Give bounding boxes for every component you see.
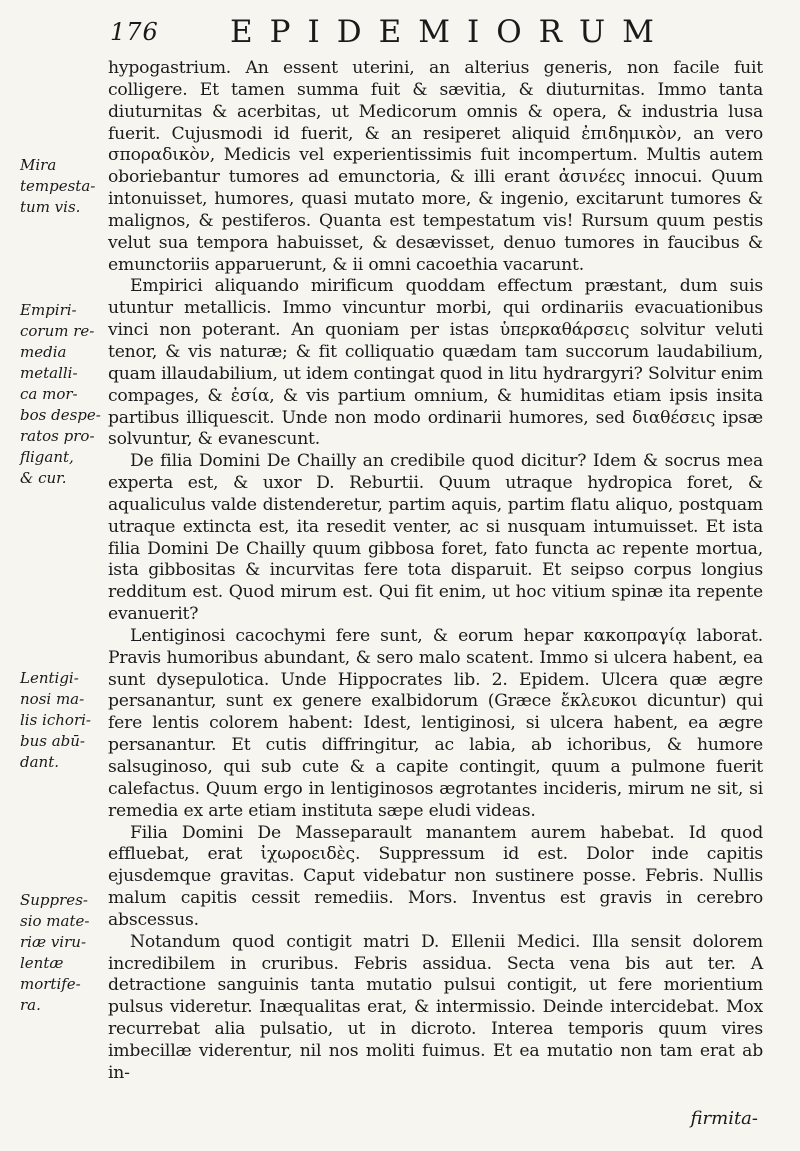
margin-note-suppressio: Suppres- sio mate- riæ viru- lentæ mortife- ra. (20, 891, 90, 1014)
paragraph: hypogastrium. An essent uterini, an alterius generis, non facile fuit colligere. Et tamen summa fuit & sævitia, & diuturnitas. Immo tanta diuturnitas & acerbitas, ut Medicorum omnis & opera, & industria lusa fuerit. Cujusmodi id fuerit, & an resiperet aliquid ἐπιδημικὸν, an vero σποραδικὸν, Medicis vel experientissimis fuit incompertum. Multis autem oboriebantur tumores ad emunctoria, & illi erant ἀσινέες innocui. Quum intonuisset, humores, quasi mutato more, & ingenio, excitarunt tumores & malignos, & pestiferos. Quanta est tempestatum vis! Rursum quum pestis velut sua tempora habuisset, & desævisset, denuo tumores in faucibus & emunctoriis apparuerunt, & ii omni cacoethia vacarunt. (108, 58, 763, 275)
running-title: EPIDEMIORUM (230, 14, 671, 50)
paragraph: Notandum quod contigit matri D. Ellenii Medici. Illa sensit dolorem incredibilem in cruribus. Febris assidua. Secta vena bis aut ter. A detractione sanguinis tanta mutatio pulsui contigit, ut fere morientium pulsus videretur. Inæqualitas erat, & intermissio. Deinde intercidebat. Mox recurrebat alia pulsatio, ut in dicroto. Interea temporis quum vires imbecillæ viderentur, nil nos moliti fuimus. Et ea mutatio non tam erat ab in- (108, 931, 763, 1083)
margin-note-lentiginosi: Lentigi- nosi ma- lis ichori- bus abū- dant. (20, 669, 91, 771)
page-header (110, 14, 760, 54)
paragraph: Lentiginosi cacochymi fere sunt, & eorum hepar κακοπραγίᾳ laborat. Pravis humoribus abundant, & sero malo scatent. Immo si ulcera habent, ea sunt dysepulotica. Unde Hippocrates lib. 2. Epidem. Ulcera quæ ægre persanantur, sunt ex genere exalbidorum (Græce ἔκλευκοι dicuntur) qui fere lentis colorem habent: Idest, lentiginosi, si ulcera habent, ea ægre persanantur. Et cutis diffringitur, ac labia, ab ichoribus, & humore salsuginoso, qui sub cute & a capite contingit, quum a pulmone fuerit calefactus. Quum ergo in lentiginosos ægrotantes incideris, mirum ne sit, si remedia ex arte etiam instituta sæpe eludi videas. (108, 625, 763, 821)
paragraph: De filia Domini De Chailly an credibile quod dicitur? Idem & socrus mea experta est, & uxor D. Reburtii. Quum utraque hydropica foret, & aqualiculus valde distenderetur, partim aquis, partim flatu aliquo, postquam utraque extincta est, ita resedit venter, ac si nusquam intumuisset. Et ista filia Domini De Chailly quum gibbosa foret, fato functa ac repente mortua, ista gibbositas & incurvitas fere tota disparuit. Et seipso corpus longius redditum est. Quod mirum est. Qui fit enim, ut hoc vitium spinæ ita repente evanuerit? (108, 451, 763, 625)
margin-note-tempestatum: Mira tempesta- tum vis. (20, 156, 96, 216)
margin-note-empirici: Empiri- corum re- media metalli- ca mor- bos despe- ratos pro- fligant, & cur. (20, 301, 101, 487)
catchword: firmita- (690, 1108, 758, 1129)
body-text (108, 58, 763, 1085)
paragraph: Empirici aliquando mirificum quoddam effectum præstant, dum suis utuntur metallicis. Immo vincuntur morbi, qui ordinariis evacuationibus vinci non poterant. An quoniam per istas ὑπερκαθάρσεις solvitur veluti tenor, & vis naturæ; & fit colliquatio quædam tam succorum laudabilium, quam illaudabilium, ut idem contingat quod in litu hydrargyri? Solvitur enim compages, & ἐσία, & vis partium omnium, & humiditas etiam ipsis insita partibus illiquescit. Unde non modo ordinarii humores, sed διαθέσεις ipsæ solvuntur, & evanescunt. (108, 276, 763, 450)
page-number: 176 (110, 18, 159, 46)
paragraph: Filia Domini De Masseparault manantem aurem habebat. Id quod effluebat, erat ἰχωροειδὲς. Suppressum id est. Dolor inde capitis ejusdemque gravitas. Caput videbatur non sustinere posse. Febris. Nullis malum capitis cessit remediis. Mors. Inventus est gravis in cerebro abscessus. (108, 822, 763, 930)
